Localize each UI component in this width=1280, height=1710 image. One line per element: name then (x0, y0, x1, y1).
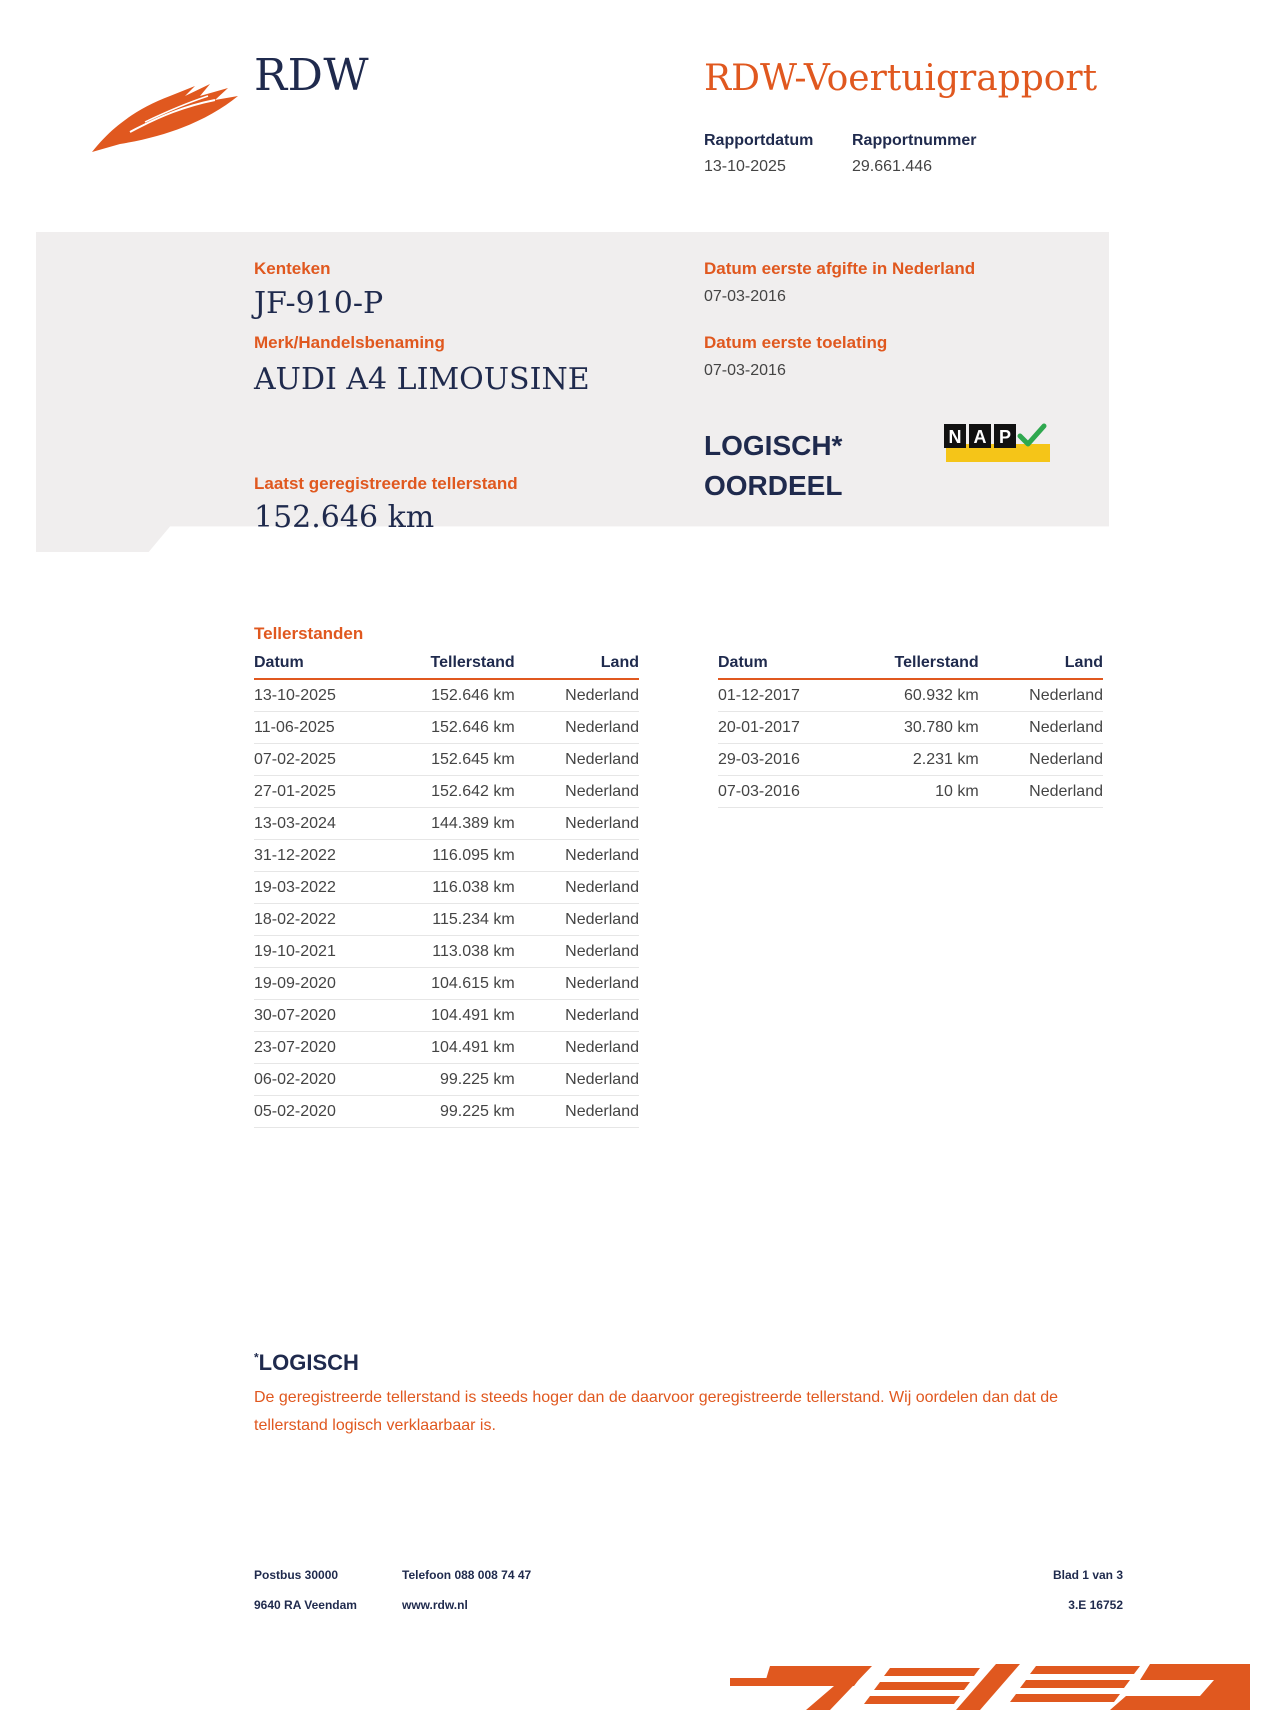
cell-tellerstand: 2.231 km (858, 744, 979, 776)
cell-land: Nederland (515, 904, 639, 936)
table-row (254, 808, 639, 840)
table-row (254, 1000, 639, 1032)
cell-land: Nederland (515, 872, 639, 904)
cell-datum: 19-03-2022 (254, 872, 394, 904)
table-row (254, 1064, 639, 1096)
cell-tellerstand: 60.932 km (858, 679, 979, 712)
cell-datum: 20-01-2017 (718, 712, 858, 744)
cell-land: Nederland (515, 1032, 639, 1064)
table-row (254, 679, 639, 712)
footer-website-link[interactable]: www.rdw.nl (402, 1598, 468, 1612)
cell-datum: 27-01-2025 (254, 776, 394, 808)
cell-datum: 19-10-2021 (254, 936, 394, 968)
cell-land: Nederland (979, 744, 1103, 776)
cell-tellerstand: 152.642 km (394, 776, 515, 808)
cell-datum: 19-09-2020 (254, 968, 394, 1000)
cell-tellerstand: 152.645 km (394, 744, 515, 776)
eerste-toelating-value: 07-03-2016 (704, 362, 786, 379)
cell-datum: 07-03-2016 (718, 776, 858, 808)
cell-datum: 30-07-2020 (254, 1000, 394, 1032)
oordeel-heading (704, 426, 842, 506)
footer-page-number: Blad 1 van 3 (1052, 1568, 1123, 1582)
cell-tellerstand: 152.646 km (394, 712, 515, 744)
rapportdatum-value: 13-10-2025 (704, 158, 786, 175)
footnote-title (254, 1350, 359, 1376)
kenteken-value: JF-910-P (254, 286, 384, 321)
cell-tellerstand: 10 km (858, 776, 979, 808)
footer-document-code: 3.E 16752 (1068, 1598, 1123, 1612)
cell-tellerstand: 30.780 km (858, 712, 979, 744)
table-row (718, 744, 1103, 776)
table-row (254, 744, 639, 776)
column-header-datum: Datum (718, 652, 858, 679)
cell-land: Nederland (515, 1096, 639, 1128)
table-row (254, 776, 639, 808)
cell-land: Nederland (515, 679, 639, 712)
footnote-text: De geregistreerde tellerstand is steeds hoger dan de daarvoor geregistreerde tellerstand. Wij oordelen dan dat de tellerstand logisch verklaarbaar is. (254, 1389, 1059, 1434)
oordeel-line-2: OORDEEL (704, 470, 843, 501)
rapportnummer-label: Rapportnummer (852, 132, 977, 149)
cell-datum: 13-03-2024 (254, 808, 394, 840)
cell-datum: 23-07-2020 (254, 1032, 394, 1064)
cell-datum: 31-12-2022 (254, 840, 394, 872)
table-row (254, 712, 639, 744)
column-header-land: Land (515, 652, 639, 679)
table-header-row (254, 652, 639, 679)
cell-tellerstand: 116.038 km (394, 872, 515, 904)
cell-tellerstand: 116.095 km (394, 840, 515, 872)
cell-land: Nederland (515, 712, 639, 744)
merk-label: Merk/Handelsbenaming (254, 333, 445, 352)
laatste-tellerstand-value: 152.646 km (254, 500, 435, 535)
oordeel-line-1: LOGISCH* (704, 430, 843, 461)
footer-postbus: Postbus 30000 (254, 1568, 339, 1582)
tellerstanden-title: Tellerstanden (254, 624, 364, 643)
rdw-logo-icon (90, 74, 240, 154)
footnote-title-text: LOGISCH (258, 1350, 359, 1375)
eerste-toelating-label: Datum eerste toelating (704, 333, 888, 352)
nap-letter-a: A (973, 427, 987, 447)
cell-land: Nederland (515, 840, 639, 872)
cell-tellerstand: 99.225 km (394, 1096, 515, 1128)
eerste-afgifte-label: Datum eerste afgifte in Nederland (704, 259, 976, 278)
table-row (254, 936, 639, 968)
cell-tellerstand: 152.646 km (394, 679, 515, 712)
cell-land: Nederland (515, 776, 639, 808)
cell-datum: 18-02-2022 (254, 904, 394, 936)
eerste-afgifte-value: 07-03-2016 (704, 288, 786, 305)
footnote-marker: * (254, 1350, 259, 1365)
laatste-tellerstand-label: Laatst geregistreerde tellerstand (254, 474, 518, 493)
cell-land: Nederland (515, 968, 639, 1000)
cell-land: Nederland (515, 744, 639, 776)
cell-land: Nederland (979, 679, 1103, 712)
kenteken-label: Kenteken (254, 259, 331, 278)
cell-land: Nederland (979, 712, 1103, 744)
cell-land: Nederland (515, 1000, 639, 1032)
table-row (254, 904, 639, 936)
table-header-row (718, 652, 1103, 679)
table-row (254, 872, 639, 904)
cell-tellerstand: 99.225 km (394, 1064, 515, 1096)
cell-tellerstand: 104.491 km (394, 1000, 515, 1032)
cell-tellerstand: 113.038 km (394, 936, 515, 968)
tellerstanden-table-left (254, 652, 639, 1128)
cell-tellerstand: 144.389 km (394, 808, 515, 840)
rdw-stripes-decoration-icon (730, 1660, 1250, 1710)
cell-datum: 13-10-2025 (254, 679, 394, 712)
merk-value: AUDI A4 LIMOUSINE (254, 362, 590, 397)
report-title: RDW-Voertuigrapport (704, 58, 1098, 99)
cell-datum: 05-02-2020 (254, 1096, 394, 1128)
table-row (718, 776, 1103, 808)
table-row (718, 712, 1103, 744)
cell-tellerstand: 115.234 km (394, 904, 515, 936)
cell-land: Nederland (515, 808, 639, 840)
footer-plaats: 9640 RA Veendam (254, 1598, 357, 1612)
cell-datum: 06-02-2020 (254, 1064, 394, 1096)
rapportdatum-label: Rapportdatum (704, 132, 814, 149)
column-header-land: Land (979, 652, 1103, 679)
footer-telefoon: Telefoon 088 008 74 47 (402, 1568, 532, 1582)
column-header-tellerstand: Tellerstand (394, 652, 515, 679)
brand-name: RDW (254, 50, 370, 101)
cell-datum: 11-06-2025 (254, 712, 394, 744)
cell-datum: 29-03-2016 (718, 744, 858, 776)
rapportnummer-value: 29.661.446 (852, 158, 933, 175)
nap-letter-n: N (948, 427, 962, 447)
cell-land: Nederland (979, 776, 1103, 808)
cell-tellerstand: 104.491 km (394, 1032, 515, 1064)
cell-land: Nederland (515, 1064, 639, 1096)
cell-tellerstand: 104.615 km (394, 968, 515, 1000)
table-row (254, 840, 639, 872)
cell-datum: 01-12-2017 (718, 679, 858, 712)
cell-datum: 07-02-2025 (254, 744, 394, 776)
table-row (254, 968, 639, 1000)
nap-letter-p: P (998, 427, 1012, 447)
table-row (718, 679, 1103, 712)
column-header-tellerstand: Tellerstand (858, 652, 979, 679)
cell-land: Nederland (515, 936, 639, 968)
table-row (254, 1032, 639, 1064)
column-header-datum: Datum (254, 652, 394, 679)
table-row (254, 1096, 639, 1128)
tellerstanden-table-right (718, 652, 1103, 808)
nap-logo-icon (942, 422, 1052, 464)
